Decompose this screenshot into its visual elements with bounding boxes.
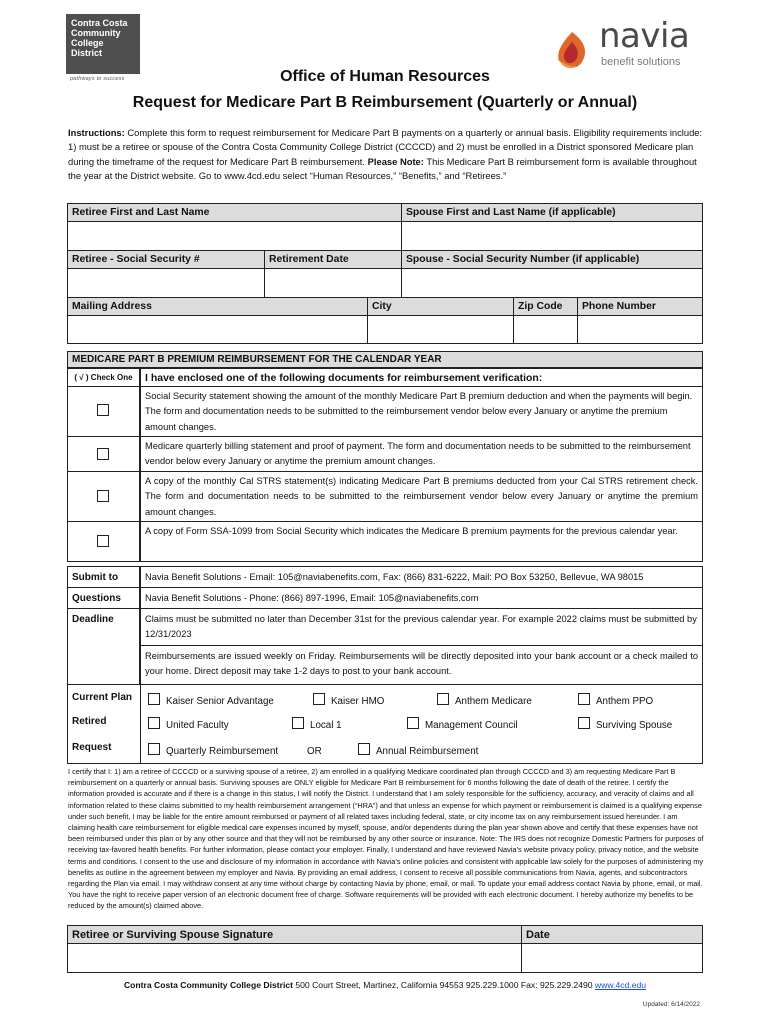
mailing-address-input[interactable]: [67, 315, 368, 344]
spouse-ssn-input[interactable]: [401, 268, 703, 298]
management-council-label: Management Council: [425, 720, 518, 731]
plan-divider: [140, 684, 141, 764]
option-4-text: A copy of Form SSA-1099 from Social Security which indicates the Medicare B premium payments for the previous calendar year.: [140, 521, 703, 562]
local-1-checkbox[interactable]: [292, 717, 304, 729]
deadline-text: Claims must be submitted no later than December 31st for the previous calendar year. For example 2022 claims must be submitted by 12/31/2023: [140, 608, 703, 646]
retiree-ssn-label: Retiree - Social Security #: [67, 250, 265, 269]
navia-logo: [545, 14, 705, 72]
retiree-name-label: Retiree First and Last Name: [67, 203, 402, 222]
option-3-checkbox[interactable]: [97, 490, 109, 502]
request-label: Request: [67, 738, 140, 757]
united-faculty-label: United Faculty: [166, 720, 229, 731]
option-2-checkbox[interactable]: [97, 448, 109, 460]
plan-option-anthem-ppo[interactable]: [578, 693, 653, 707]
zip-input[interactable]: [513, 315, 578, 344]
instructions-note-text: This Medicare Part B reimbursement form is available throughout the year at the District website. Go to www.4cd.edu select “Human Resources,” “Benefits,” and “Retirees.”: [68, 155, 697, 182]
date-label: Date: [521, 925, 703, 944]
updated-date: Updated: 6/14/2022: [642, 1001, 700, 1008]
city-input[interactable]: [367, 315, 514, 344]
annual-label: Annual Reimbursement: [376, 746, 479, 757]
mailing-address-label: Mailing Address: [67, 297, 368, 316]
instructions-label: Instructions:: [68, 127, 125, 138]
retired-option-management-council[interactable]: [407, 717, 518, 731]
surviving-spouse-label: Surviving Spouse: [596, 720, 673, 731]
footer-org: Contra Costa Community College District: [123, 980, 293, 990]
date-input[interactable]: [521, 943, 703, 973]
united-faculty-checkbox[interactable]: [148, 717, 160, 729]
check-one-label: ( √ ) Check One: [67, 368, 140, 387]
deadline-label: Deadline: [67, 608, 140, 685]
spouse-name-input[interactable]: [401, 221, 703, 251]
questions-label: Questions: [67, 587, 140, 609]
anthem-medicare-label: Anthem Medicare: [455, 696, 532, 707]
current-plan-label: Current Plan: [67, 688, 140, 707]
anthem-ppo-checkbox[interactable]: [578, 693, 590, 705]
navia-flame-icon: [549, 28, 595, 72]
instructions-text: Complete this form to request reimbursement for Medicare Part B payments on a quarterly or annual basis. Eligibility requirements include: 1) must be a retiree or spouse of the Contra Costa Community College District (CCCCD) and 2) must be enrolled in a District sponsored Medicare plan during the timeframe of the request for Medicare Part B reimbursement.: [68, 127, 703, 167]
quarterly-label: Quarterly Reimbursement: [166, 746, 279, 757]
option-1-text: Social Security statement showing the amount of the monthly Medicare Part B premium deduction and when the payments will begin. The form and documentation needs to be submitted to the reimbursement vendor below every January or anytime the premium amount changes.: [140, 386, 703, 437]
kaiser-senior-label: Kaiser Senior Advantage: [166, 696, 274, 707]
quarterly-checkbox[interactable]: [148, 743, 160, 755]
phone-input[interactable]: [577, 315, 703, 344]
anthem-medicare-checkbox[interactable]: [437, 693, 449, 705]
navia-wordmark: navia: [599, 16, 690, 56]
footer: [0, 980, 770, 990]
instructions: [68, 126, 704, 184]
local-1-label: Local 1: [310, 720, 342, 731]
retiree-name-input[interactable]: [67, 221, 402, 251]
ccc-logo-line: Contra Costa: [71, 18, 128, 28]
option-1-checkbox[interactable]: [97, 404, 109, 416]
city-label: City: [367, 297, 514, 316]
option-2-text: Medicare quarterly billing statement and proof of payment. The form and documentation needs to be submitted to the reimbursement vendor below every January or anytime the premium amount changes.: [140, 436, 703, 472]
spouse-name-label: Spouse First and Last Name (if applicable): [401, 203, 703, 222]
or-text: OR: [307, 746, 322, 757]
footer-link[interactable]: www.4cd.edu: [594, 980, 647, 990]
retirement-date-label: Retirement Date: [264, 250, 402, 269]
footer-address: 500 Court Street, Martinez, California 94553 925.229.1000 Fax: 925.229.2490: [292, 980, 595, 990]
retirement-date-input[interactable]: [264, 268, 402, 298]
submit-to-label: Submit to: [67, 566, 140, 588]
request-option-annual[interactable]: [358, 743, 478, 757]
medicare-section-title: MEDICARE PART B PREMIUM REIMBURSEMENT FOR THE CALENDAR YEAR: [67, 351, 703, 368]
retired-option-surviving-spouse[interactable]: [578, 717, 672, 731]
anthem-ppo-label: Anthem PPO: [596, 696, 654, 707]
page-subtitle: Request for Medicare Part B Reimbursement (Quarterly or Annual): [132, 94, 638, 111]
option-4-checkbox[interactable]: [97, 535, 109, 547]
option-checkbox-cell: [67, 436, 140, 472]
plan-option-anthem-medicare[interactable]: [437, 693, 532, 707]
submit-to-text: Navia Benefit Solutions - Email: 105@naviabenefits.com, Fax: (866) 831-6222, Mail: PO Box 53250, Bellevue, WA 98015: [140, 566, 703, 588]
retired-label: Retired: [67, 712, 140, 731]
phone-label: Phone Number: [577, 297, 703, 316]
option-checkbox-cell: [67, 471, 140, 522]
navia-tagline: benefit solutions: [601, 56, 681, 68]
option-checkbox-cell: [67, 521, 140, 562]
retired-option-local-1[interactable]: [292, 717, 342, 731]
ccc-logo: [66, 14, 140, 82]
enclosed-documents-heading: I have enclosed one of the following documents for reimbursement verification:: [140, 368, 703, 387]
management-council-checkbox[interactable]: [407, 717, 419, 729]
option-checkbox-cell: [67, 386, 140, 437]
instructions-note-label: Please Note:: [367, 155, 424, 167]
request-option-quarterly[interactable]: [148, 743, 278, 757]
signature-label: Retiree or Surviving Spouse Signature: [67, 925, 522, 944]
certification-text: I certify that I: 1) am a retiree of CCCCD or a surviving spouse of a retiree, 2) am enrolled in a qualifying Medicare coordinated plan through CCCCD and 3) am requesting Medicare Part B reimbursement on a quarterly or annual basis. Surviving spouses are ONLY eligible for Medicare Part B reimbursement for 6 months following the date of death of the retiree. I certify the information provided is accurate and if there is a change in this status, I will notify the District. I understand that I am solely responsible for the sufficiency, accuracy, and veracity of claims and all information related to these claims submitted to my health reimbursement arrangement (“HRA”) and that unless an expense for which payment or reimbursement is claimed is a qualifying expense under such benefit, I may be liable for the entire amount reimbursed or payment of all related taxes including federal, state, or city income tax on any reimbursement issued hereunder. I am claiming health care reimbursement for eligible medical care expenses incurred by myself, spouse, and/or dependents during the plan year shown above and certify that these expenses have not been reimbursed under this plan or by any other source and that they will not be reimbursed by any other source or insurance. Note: The IRS does not recognize Domestic Partners for purposes of receiving tax-favored health benefits. For further information, please contact your employer. Finally, I understand and have reviewed Navia’s website privacy policy, privacy notice, and the website terms and conditions. I consent to the use and disclosure of my information in accordance with Navia’s online policies and consistent with applicable law solely for the purposes of administering my benefits as outline in the agreement between my employer and Navia. By providing an email address, I consent to receive all possible communications from Navia, agents, and subcontractors regarding the Plan via email. I may withdraw consent at any time without charge by contacting Navia by phone, email, or mail. To update your email address contact Navia by phone, email, or mail. You have the right to receive paper version of an electronic document free of charge. Software requirements will be provided with each electronic document. I hereby authorize my benefits to be reduced by the amount(s) claimed above.: [68, 767, 704, 911]
signature-input[interactable]: [67, 943, 522, 973]
plan-option-kaiser-senior[interactable]: [148, 693, 274, 707]
annual-checkbox[interactable]: [358, 743, 370, 755]
ccc-logo-line: Community: [71, 28, 121, 38]
spouse-ssn-label: Spouse - Social Security Number (if applicable): [401, 250, 703, 269]
ccc-logo-tagline: pathways to success: [70, 76, 125, 82]
retiree-ssn-input[interactable]: [67, 268, 265, 298]
page-title: Office of Human Resources: [280, 68, 490, 85]
kaiser-hmo-label: Kaiser HMO: [331, 696, 385, 707]
kaiser-hmo-checkbox[interactable]: [313, 693, 325, 705]
plan-option-kaiser-hmo[interactable]: [313, 693, 384, 707]
zip-label: Zip Code: [513, 297, 578, 316]
retired-option-united-faculty[interactable]: [148, 717, 229, 731]
surviving-spouse-checkbox[interactable]: [578, 717, 590, 729]
ccc-logo-line: College District: [71, 38, 104, 58]
reimbursement-text: Reimbursements are issued weekly on Friday. Reimbursements will be directly deposited into your bank account or a check mailed to your home. Direct deposit may take 1-2 days to post to your bank account.: [140, 645, 703, 685]
option-3-text: A copy of the monthly Cal STRS statement(s) indicating Medicare Part B premiums deducted from your Cal STRS retirement check. The form and documentation needs to be submitted to the reimbursement vendor below every January or anytime the premium amount changes.: [140, 471, 703, 522]
kaiser-senior-checkbox[interactable]: [148, 693, 160, 705]
questions-text: Navia Benefit Solutions - Phone: (866) 897-1996, Email: 105@naviabenefits.com: [140, 587, 703, 609]
